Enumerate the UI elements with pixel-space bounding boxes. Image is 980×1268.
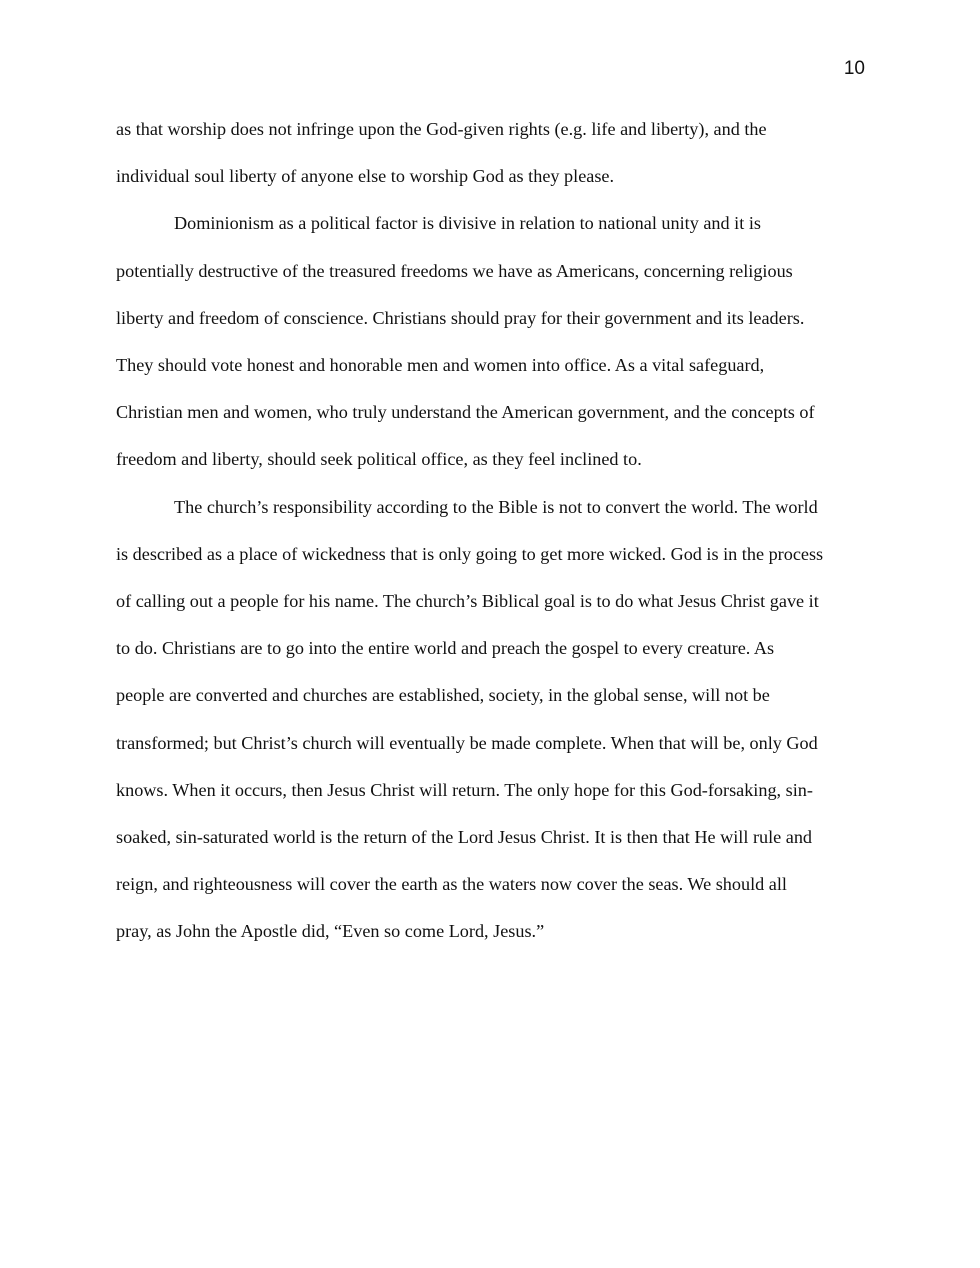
- text-line: The church’s responsibility according to the Bible is not to convert the world. The world: [174, 496, 818, 517]
- text-line: pray, as John the Apostle did, “Even so come Lord, Jesus.”: [116, 921, 545, 942]
- paragraph-continuation: [116, 106, 864, 200]
- text-line: potentially destructive of the treasured freedoms we have as Americans, concerning religious: [116, 260, 793, 281]
- text-line: of calling out a people for his name. The church’s Biblical goal is to do what Jesus Christ gave it: [116, 591, 819, 612]
- text-line: knows. When it occurs, then Jesus Christ will return. The only hope for this God-forsaking, sin-: [116, 779, 813, 800]
- text-line: individual soul liberty of anyone else to worship God as they please.: [116, 166, 615, 187]
- page-number: 10: [843, 58, 865, 79]
- text-line: to do. Christians are to go into the entire world and preach the gospel to every creature. As: [116, 638, 775, 659]
- text-line: as that worship does not infringe upon the God-given rights (e.g. life and liberty), and the: [116, 119, 767, 139]
- text-line: soaked, sin-saturated world is the return of the Lord Jesus Christ. It is then that He will rule and: [116, 827, 813, 848]
- text-line: They should vote honest and honorable men and women into office. As a vital safeguard,: [116, 355, 765, 376]
- text-line: reign, and righteousness will cover the earth as the waters now cover the seas. We should all: [116, 874, 787, 895]
- paragraph-church-responsibility: [116, 484, 864, 956]
- text-line: liberty and freedom of conscience. Christians should pray for their government and its leaders.: [116, 307, 805, 328]
- text-line: is described as a place of wickedness that is only going to get more wicked. God is in the process: [116, 543, 824, 564]
- text-line: Dominionism as a political factor is divisive in relation to national unity and it is: [174, 213, 761, 234]
- text-line: transformed; but Christ’s church will eventually be made complete. When that will be, only God: [116, 732, 818, 753]
- paragraph-dominionism: [116, 200, 864, 483]
- text-line: freedom and liberty, should seek political office, as they feel inclined to.: [116, 449, 642, 470]
- text-line: Christian men and women, who truly understand the American government, and the concepts of: [116, 402, 815, 423]
- body-text: [116, 106, 864, 956]
- text-line: people are converted and churches are established, society, in the global sense, will not be: [116, 685, 770, 706]
